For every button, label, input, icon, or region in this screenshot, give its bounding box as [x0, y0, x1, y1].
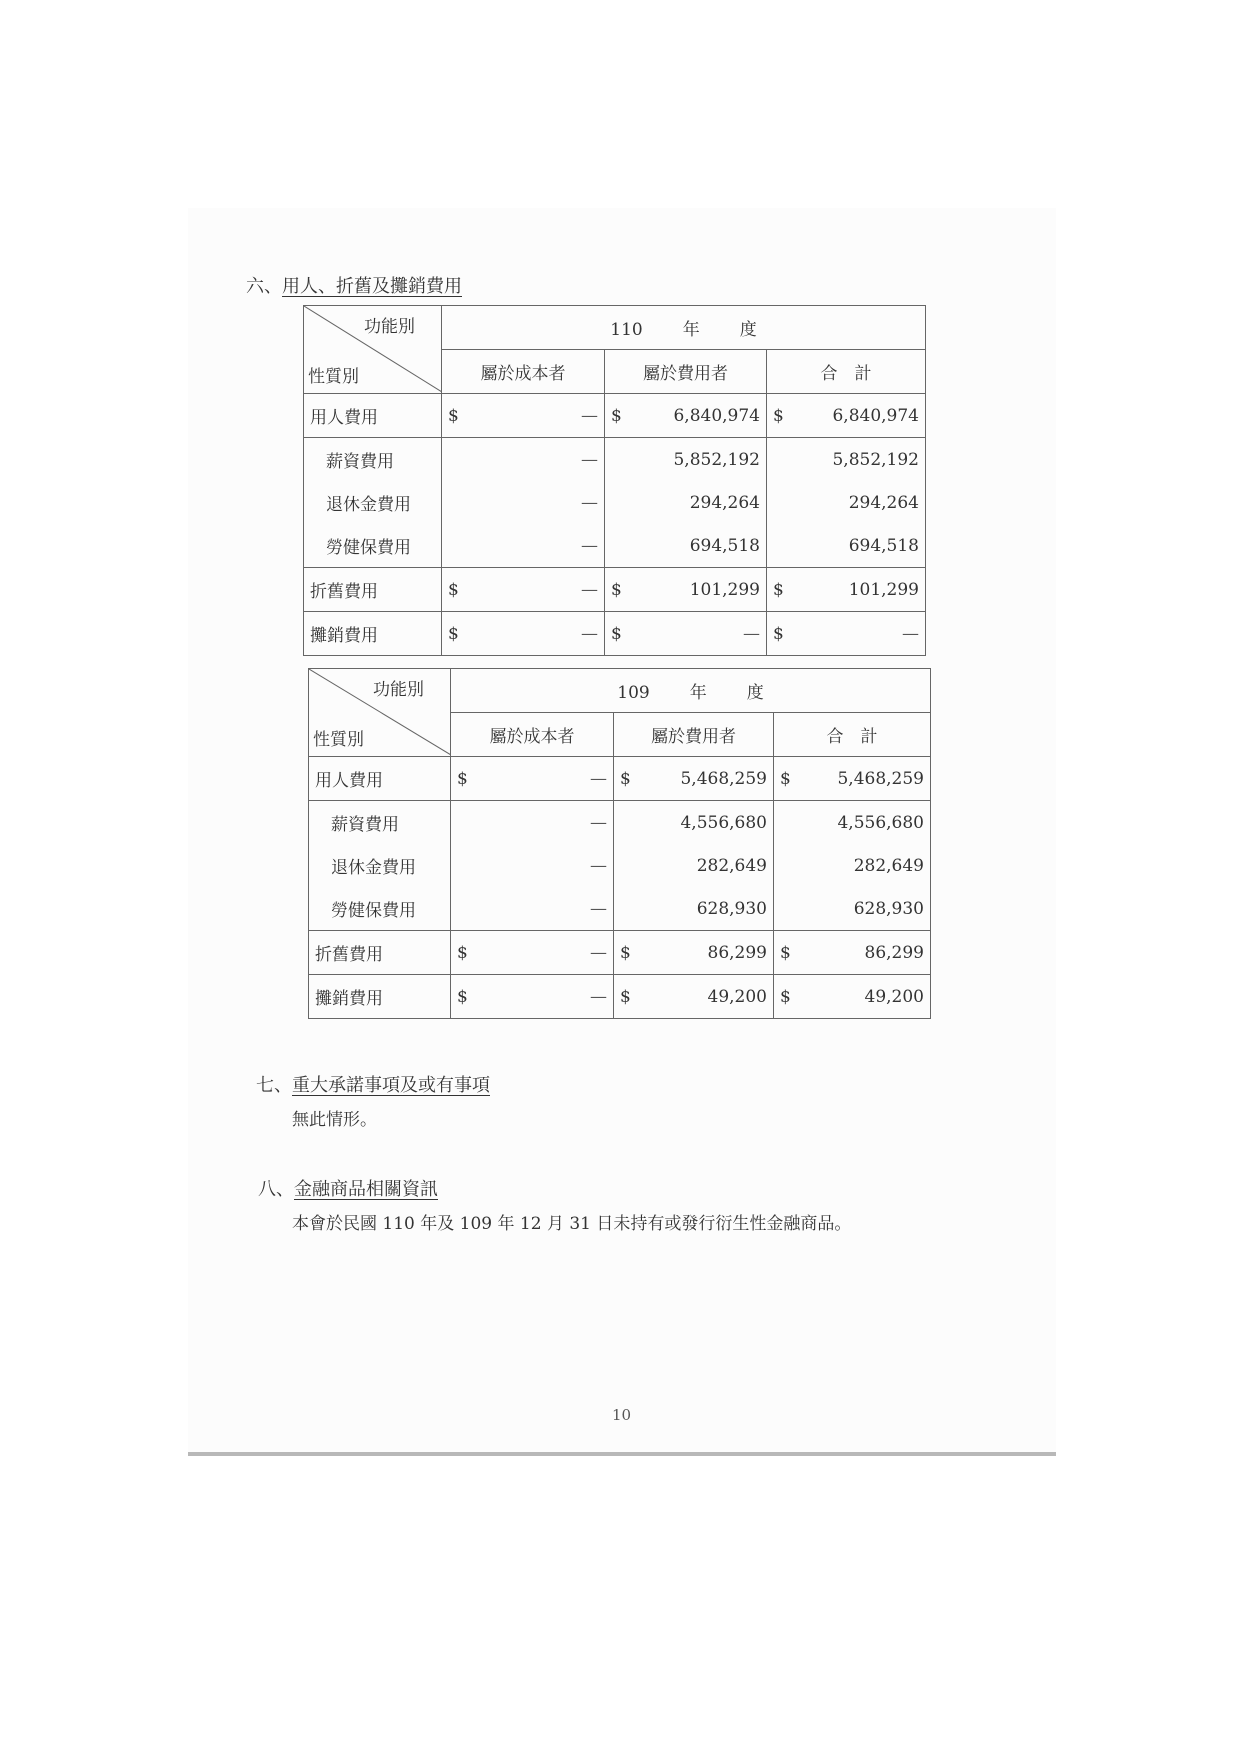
expense-value: 101,299: [689, 579, 760, 600]
corner-top-label: 功能別: [373, 680, 424, 700]
year-value: 110: [610, 320, 643, 340]
currency-symbol: $: [448, 623, 459, 644]
currency-symbol: $: [620, 986, 631, 1007]
currency-symbol: $: [773, 579, 784, 600]
row-label: 折舊費用: [309, 931, 451, 975]
cost-value: —: [581, 405, 598, 426]
table-row: [304, 394, 926, 438]
page-number: 10: [612, 1406, 632, 1424]
bottom-rule: [188, 1452, 1056, 1456]
currency-symbol: $: [620, 768, 631, 789]
cost-value: —: [590, 768, 607, 789]
currency-symbol: $: [448, 405, 459, 426]
corner-bottom-label: 性質別: [313, 730, 364, 750]
table-row: [309, 844, 931, 887]
table-year-109: [308, 668, 931, 1019]
row-label: 勞健保費用: [309, 887, 451, 931]
year-header: [451, 669, 931, 713]
row-label: 攤銷費用: [304, 612, 442, 656]
total-value: 294,264: [848, 492, 919, 513]
table-row: [304, 438, 926, 482]
table-row: [309, 887, 931, 931]
expense-value: 4,556,680: [680, 812, 767, 833]
corner-bottom-label: 性質別: [308, 367, 359, 387]
total-value: 5,852,192: [832, 449, 919, 470]
row-label: 薪資費用: [304, 438, 442, 482]
currency-symbol: $: [780, 942, 791, 963]
currency-symbol: $: [457, 986, 468, 1007]
corner-top-label: 功能別: [364, 317, 415, 337]
row-label: 用人費用: [304, 394, 442, 438]
row-label: 退休金費用: [304, 481, 442, 524]
table-year-110: [303, 305, 926, 656]
cost-value: —: [590, 986, 607, 1007]
expense-value: 6,840,974: [673, 405, 760, 426]
table-row: [309, 931, 931, 975]
cost-value: —: [581, 535, 598, 556]
cost-value: —: [581, 492, 598, 513]
section-eight-number: 八、: [258, 1179, 294, 1200]
section-seven-title: 重大承諾事項及或有事項: [292, 1075, 490, 1096]
cost-value: —: [581, 579, 598, 600]
currency-symbol: $: [780, 986, 791, 1007]
col-header-expense: 屬於費用者: [605, 350, 767, 394]
cost-value: —: [590, 812, 607, 833]
section-eight-title: 金融商品相關資訊: [294, 1179, 438, 1200]
period-char: 度: [739, 320, 757, 340]
total-value: 101,299: [848, 579, 919, 600]
cost-value: —: [581, 449, 598, 470]
cost-value: —: [590, 898, 607, 919]
expense-value: 5,852,192: [673, 449, 760, 470]
currency-symbol: $: [448, 579, 459, 600]
col-header-expense: 屬於費用者: [614, 713, 774, 757]
total-value: —: [902, 623, 919, 644]
section-seven-heading: [256, 1071, 490, 1097]
year-value: 109: [617, 683, 650, 703]
currency-symbol: $: [620, 942, 631, 963]
total-value: 628,930: [853, 898, 924, 919]
section-six-number: 六、: [246, 276, 282, 297]
cost-value: —: [581, 623, 598, 644]
year-char: 年: [689, 683, 707, 703]
cost-value: —: [590, 942, 607, 963]
currency-symbol: $: [457, 942, 468, 963]
section-seven-number: 七、: [256, 1075, 292, 1096]
currency-symbol: $: [780, 768, 791, 789]
row-label: 攤銷費用: [309, 975, 451, 1019]
currency-symbol: $: [611, 623, 622, 644]
table-corner-cell: [309, 669, 451, 757]
col-header-total: 合 計: [767, 350, 926, 394]
expense-value: —: [743, 623, 760, 644]
total-value: 694,518: [848, 535, 919, 556]
expense-value: 694,518: [689, 535, 760, 556]
expense-value: 628,930: [696, 898, 767, 919]
section-six-title: 用人、折舊及攤銷費用: [282, 276, 462, 297]
row-label: 勞健保費用: [304, 524, 442, 568]
expense-value: 5,468,259: [680, 768, 767, 789]
table-row: [309, 975, 931, 1019]
table-row: [304, 524, 926, 568]
expense-value: 86,299: [707, 942, 767, 963]
row-label: 折舊費用: [304, 568, 442, 612]
total-value: 86,299: [864, 942, 924, 963]
col-header-cost: 屬於成本者: [451, 713, 614, 757]
total-value: 5,468,259: [837, 768, 924, 789]
col-header-cost: 屬於成本者: [442, 350, 605, 394]
table-row: [304, 568, 926, 612]
year-header: [442, 306, 926, 350]
section-seven-body: 無此情形。: [292, 1110, 377, 1130]
expense-value: 294,264: [689, 492, 760, 513]
row-label: 退休金費用: [309, 844, 451, 887]
section-six-heading: [246, 272, 462, 298]
currency-symbol: $: [611, 405, 622, 426]
table-row: [309, 757, 931, 801]
table-row: [304, 481, 926, 524]
total-value: 49,200: [864, 986, 924, 1007]
currency-symbol: $: [611, 579, 622, 600]
year-char: 年: [682, 320, 700, 340]
cost-value: —: [590, 855, 607, 876]
total-value: 4,556,680: [837, 812, 924, 833]
table-row: [304, 612, 926, 656]
currency-symbol: $: [773, 623, 784, 644]
section-eight-heading: [258, 1175, 438, 1201]
total-value: 6,840,974: [832, 405, 919, 426]
row-label: 用人費用: [309, 757, 451, 801]
expense-value: 49,200: [707, 986, 767, 1007]
currency-symbol: $: [457, 768, 468, 789]
total-value: 282,649: [853, 855, 924, 876]
section-eight-body: 本會於民國 110 年及 109 年 12 月 31 日未持有或發行衍生性金融商品。: [292, 1214, 852, 1234]
col-header-total: 合 計: [774, 713, 931, 757]
row-label: 薪資費用: [309, 801, 451, 845]
expense-value: 282,649: [696, 855, 767, 876]
table-row: [309, 801, 931, 845]
table-corner-cell: [304, 306, 442, 394]
currency-symbol: $: [773, 405, 784, 426]
period-char: 度: [746, 683, 764, 703]
